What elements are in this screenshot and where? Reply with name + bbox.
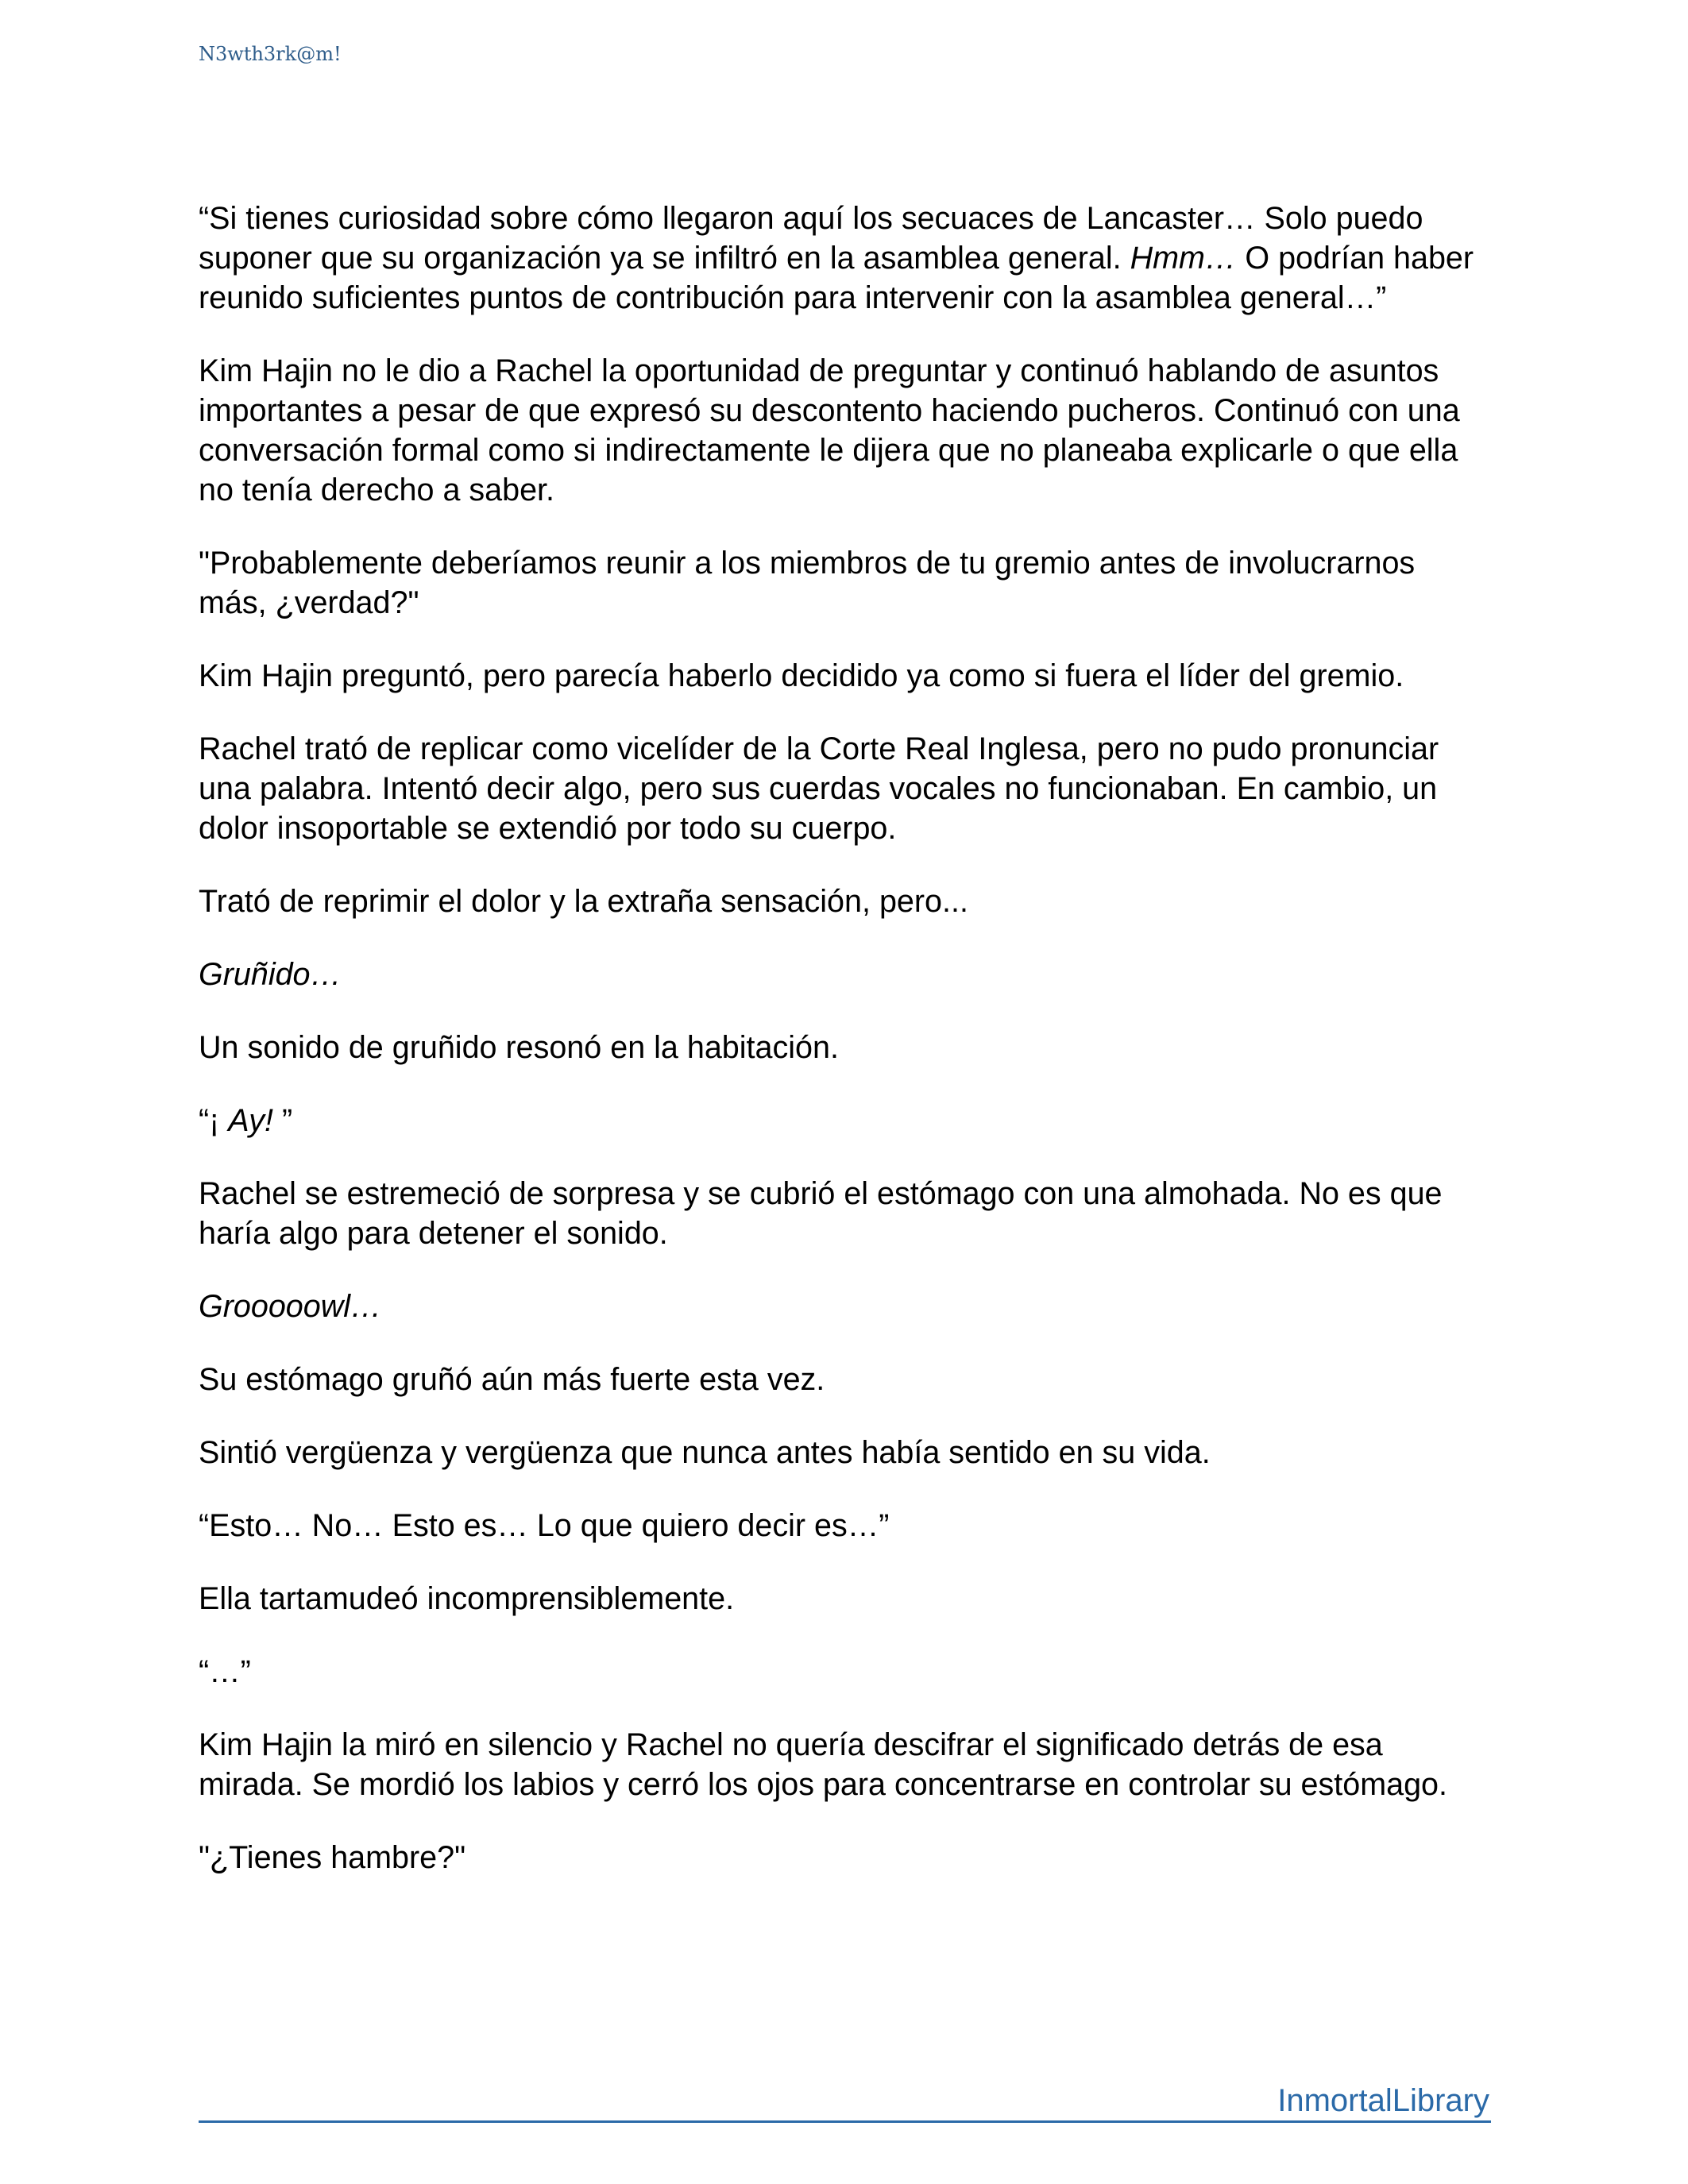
paragraph: Grooooowl… [199,1289,382,1324]
footer-link[interactable]: InmortalLibrary [1277,2083,1489,2118]
paragraph: Kim Hajin preguntó, pero parecía haberlo decidido ya como si fuera el líder del gremio. [199,658,1404,693]
paragraph: Rachel se estremeció de sorpresa y se cubrió el estómago con una almohada. No es que haría algo para detener el sonido. [199,1176,1443,1251]
paragraph: Trató de reprimir el dolor y la extraña sensación, pero... [199,884,968,919]
document-body [199,199,1489,1911]
paragraph: “…” [199,1654,251,1689]
paragraph: “¡ Ay! ” [199,1103,293,1138]
paragraph: Kim Hajin la miró en silencio y Rachel no quería descifrar el significado detrás de esa mirada. Se mordió los labios y cerró los ojos para concentrarse en controlar su estómago. [199,1727,1447,1802]
paragraph: Su estómago gruñó aún más fuerte esta vez. [199,1362,825,1397]
header-watermark: N3wth3rk@m! [199,43,342,65]
paragraph: "¿Tienes hambre?" [199,1840,466,1875]
paragraph: "Probablemente deberíamos reunir a los miembros de tu gremio antes de involucrarnos más, ¿verdad?" [199,546,1416,620]
footer-divider [199,2120,1491,2123]
paragraph: “Si tienes curiosidad sobre cómo llegaron aquí los secuaces de Lancaster… Solo puedo suponer que su organización ya se infiltró en la asamblea general. Hmm… O podrían haber reunido suficientes puntos de contribución para intervenir con la asamblea general…” [199,201,1474,315]
paragraph: Kim Hajin no le dio a Rachel la oportunidad de preguntar y continuó hablando de asuntos importantes a pesar de que expresó su descontento haciendo pucheros. Continuó con una conversación formal como si indirectamente le dijera que no planeaba explicarle o que ella no tenía derecho a saber. [199,353,1460,507]
paragraph: Ella tartamudeó incomprensiblemente. [199,1581,735,1616]
paragraph: “Esto… No… Esto es… Lo que quiero decir es…” [199,1508,890,1543]
paragraph: Rachel trató de replicar como vicelíder de la Corte Real Inglesa, pero no pudo pronunciar una palabra. Intentó decir algo, pero sus cuerdas vocales no funcionaban. En cambio, un dolor insoportable se extendió por todo su cuerpo. [199,731,1439,846]
paragraph: Gruñido… [199,957,342,992]
paragraph: Un sonido de gruñido resonó en la habitación. [199,1030,839,1065]
paragraph: Sintió vergüenza y vergüenza que nunca antes había sentido en su vida. [199,1435,1211,1470]
